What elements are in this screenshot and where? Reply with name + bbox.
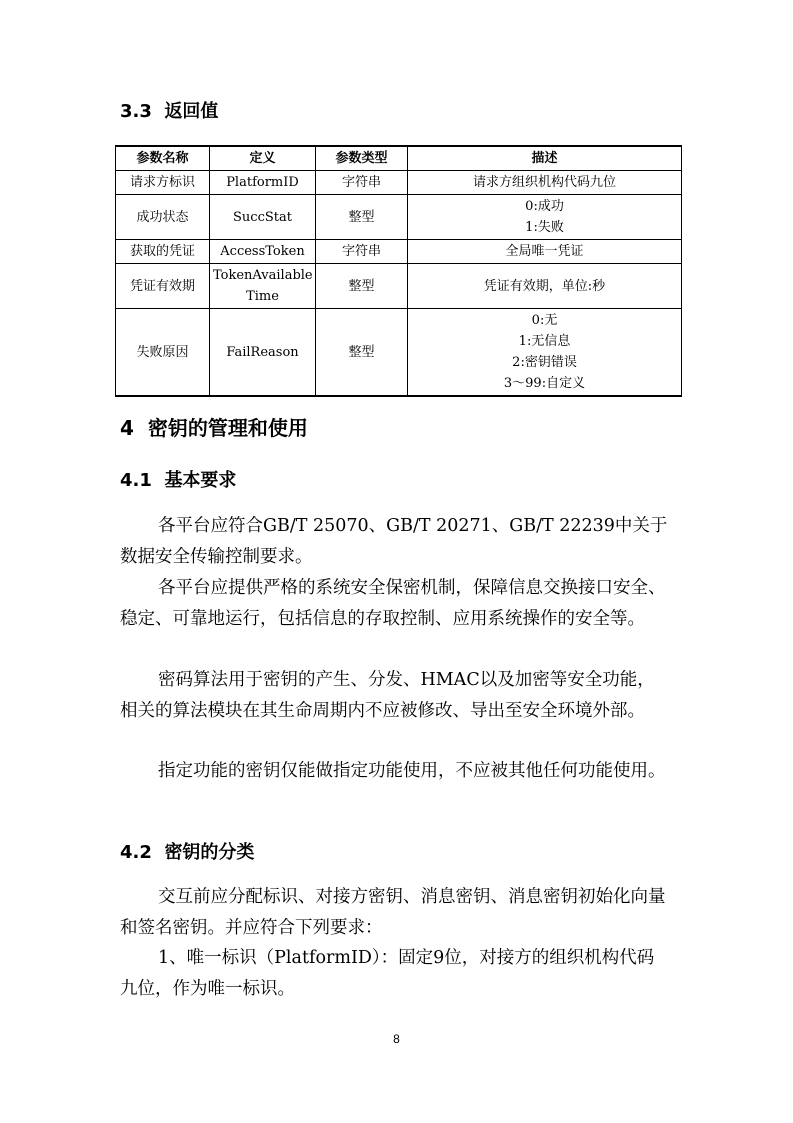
header-param-type: 参数类型 [316, 146, 408, 171]
section-title: 基本要求 [164, 470, 237, 491]
section-title: 密钥的管理和使用 [147, 416, 308, 440]
section-number: 4.1 [120, 470, 152, 491]
section-heading-4-2 [120, 838, 254, 864]
paragraph: 1、唯一标识（PlatformID）：固定9位，对接方的组织机构代码九位，作为唯一标识。 [120, 948, 655, 999]
table-row [116, 240, 682, 264]
cell-name: 失败原因 [116, 309, 210, 397]
section-number: 4.2 [120, 842, 152, 863]
definition-line: TokenAvailable [213, 268, 313, 283]
paragraph: 各平台应提供严格的系统安全保密机制，保障信息交换接口安全、稳定、可靠地运行，包括信息的存取控制、应用系统操作的安全等。 [120, 578, 666, 629]
header-param-name: 参数名称 [116, 146, 210, 171]
description-line: 1:无信息 [518, 334, 571, 349]
table-row [116, 264, 682, 309]
cell-definition: SuccStat [210, 195, 316, 240]
cell-name: 获取的凭证 [116, 240, 210, 264]
cell-definition [210, 264, 316, 309]
description-line: 0:无 [531, 313, 558, 328]
cell-description: 全局唯一凭证 [408, 240, 682, 264]
cell-type: 字符串 [316, 171, 408, 195]
cell-type: 字符串 [316, 240, 408, 264]
paragraph: 指定功能的密钥仅能做指定功能使用，不应被其他任何功能使用。 [158, 761, 666, 781]
cell-name: 请求方标识 [116, 171, 210, 195]
section-number: 4 [120, 416, 134, 440]
cell-description: 请求方组织机构代码九位 [408, 171, 682, 195]
return-values-table [115, 145, 682, 397]
description-line: 2:密钥错误 [512, 355, 577, 370]
description-line: 3～99:自定义 [503, 376, 586, 391]
header-definition: 定义 [210, 146, 316, 171]
cell-definition: AccessToken [210, 240, 316, 264]
cell-description [408, 309, 682, 397]
header-description: 描述 [408, 146, 682, 171]
cell-description: 凭证有效期，单位:秒 [408, 264, 682, 309]
section-heading-4 [120, 412, 308, 441]
table-row [116, 171, 682, 195]
section-number: 3.3 [120, 101, 152, 122]
table-header-row [116, 146, 682, 171]
description-line: 0:成功 [525, 199, 564, 214]
section-title: 密钥的分类 [164, 842, 255, 863]
table-row [116, 195, 682, 240]
cell-type: 整型 [316, 264, 408, 309]
definition-line: Time [246, 289, 279, 304]
page-number: 8 [393, 1032, 400, 1046]
paragraph: 密码算法用于密钥的产生、分发、HMAC以及加密等安全功能，相关的算法模块在其生命周期内不应被修改、导出至安全环境外部。 [120, 670, 655, 721]
section-title: 返回值 [164, 101, 219, 122]
section-heading-3-3 [120, 97, 218, 123]
paragraph: 各平台应符合GB/T 25070、GB/T 20271、GB/T 22239中关于数据安全传输控制要求。 [120, 516, 668, 567]
paragraph: 交互前应分配标识、对接方密钥、消息密钥、消息密钥初始化向量和签名密钥。并应符合下列要求： [120, 887, 666, 938]
cell-description [408, 195, 682, 240]
table-row [116, 309, 682, 397]
cell-type: 整型 [316, 309, 408, 397]
cell-name: 成功状态 [116, 195, 210, 240]
cell-definition: PlatformID [210, 171, 316, 195]
description-line: 1:失败 [525, 220, 564, 235]
cell-definition: FailReason [210, 309, 316, 397]
cell-name: 凭证有效期 [116, 264, 210, 309]
cell-type: 整型 [316, 195, 408, 240]
section-heading-4-1 [120, 466, 236, 492]
